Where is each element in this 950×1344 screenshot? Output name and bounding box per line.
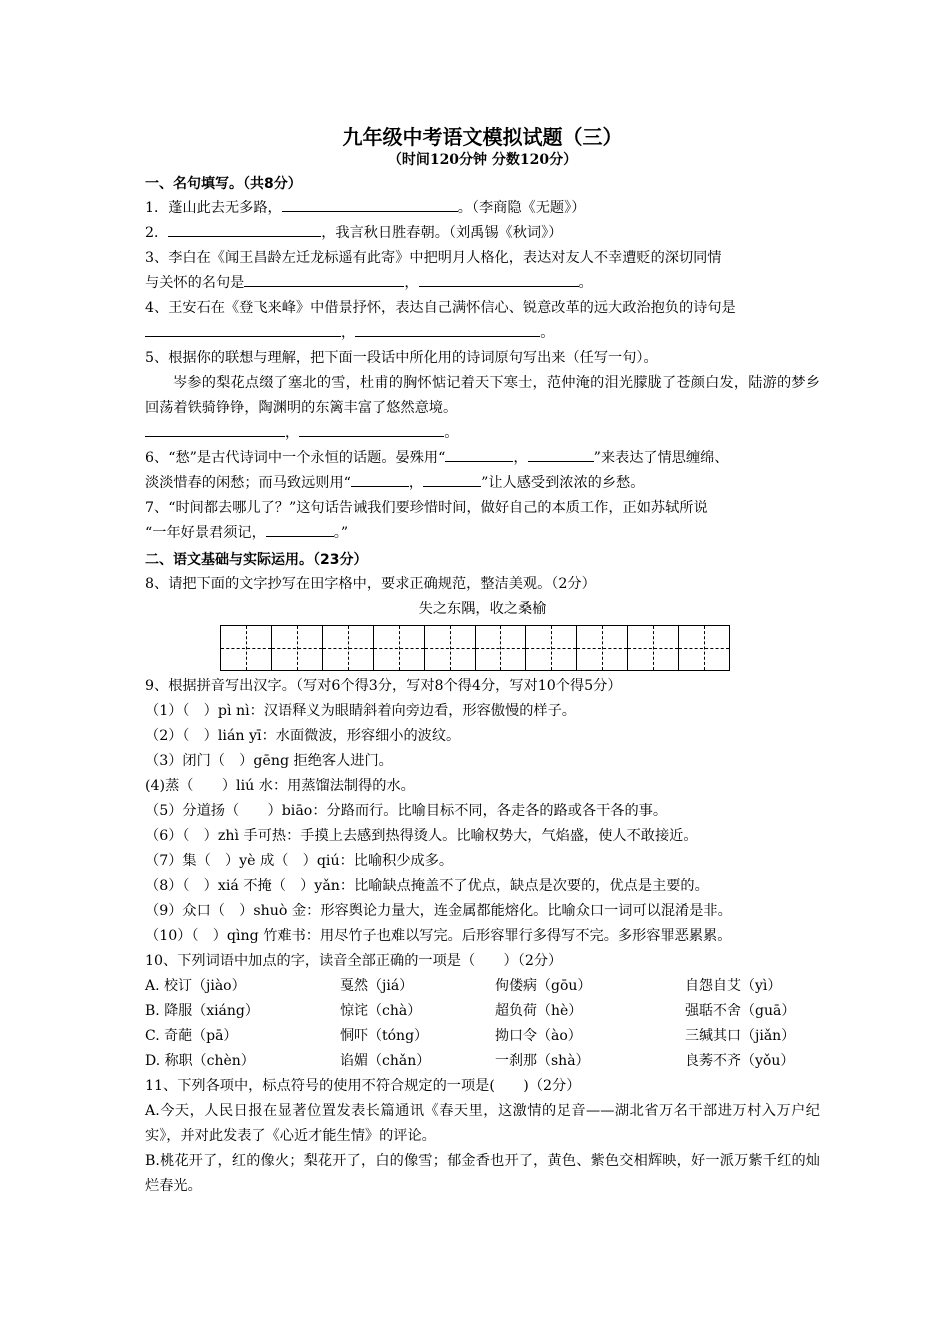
q9-item: （3）闭门（ ）gēng 拒绝客人进门。 (145, 753, 393, 769)
question-9: 9、根据拼音写出汉字。（写对6个得3分，写对8个得4分，写对10个得5分） (145, 678, 622, 694)
answer-blank[interactable] (266, 521, 334, 537)
question-5: 5、根据你的联想与理解，把下面一段话中所化用的诗词原句写出来（任写一句）。 (145, 350, 658, 366)
question-3-line-2: 与关怀的名句是 ， 。 (145, 271, 820, 296)
answer-blank[interactable] (299, 421, 444, 437)
answer-blank[interactable] (528, 446, 594, 462)
tianzige-grid[interactable] (220, 625, 730, 671)
answer-blank[interactable] (145, 421, 285, 437)
question-3: 3、李白在《闻王昌龄左迁龙标遥有此寄》中把明月人格化，表达对友人不幸遭贬的深切同情 (145, 250, 722, 266)
answer-blank[interactable] (445, 446, 513, 462)
copy-text: 失之东隅，收之桑榆 (418, 601, 547, 617)
q9-item: （9）众口（ ）shuò 金：形容舆论力量大，连金属都能熔化。比喻众口一词可以混淆是非。 (145, 903, 732, 919)
page-title: 九年级中考语文模拟试题（三） (342, 125, 623, 149)
grid-cell[interactable] (526, 626, 577, 670)
question-6-line-2: 淡淡惜春的闲愁；而马致远则用“ ， ”让人感受到浓浓的乡愁。 (145, 471, 820, 496)
q9-item: （8）（ ）xiá 不掩（ ）yǎn：比喻缺点掩盖不了优点，缺点是次要的，优点是主要的。 (145, 878, 709, 894)
question-7-line-2: “一年好景君须记， 。” (145, 521, 820, 546)
answer-blank[interactable] (168, 221, 321, 237)
section-2-heading: 二、语文基础与实际运用。（23分） (145, 552, 368, 568)
answer-blank[interactable] (282, 196, 458, 212)
question-10: 10、下列词语中加点的字，读音全部正确的一项是（ ）（2分） (145, 953, 563, 969)
page-subtitle: （时间120分钟 分数120分） (387, 152, 578, 168)
question-5-passage: 岑参的梨花点缀了塞北的雪，杜甫的胸怀惦记着天下寒士，范仲淹的泪光朦胧了苍颜白发，陆游的梦乡回荡着铁骑铮铮，陶渊明的东篱丰富了悠然意境。 (145, 375, 820, 416)
grid-cell[interactable] (628, 626, 679, 670)
section-1-heading: 一、名句填写。（共8分） (145, 176, 302, 192)
question-7: 7、“时间都去哪儿了？”这句话告诫我们要珍惜时间，做好自己的本质工作，正如苏轼所说 (145, 500, 708, 516)
question-1: 1．蓬山此去无多路， 。（李商隐《无题》） (145, 196, 820, 221)
grid-cell[interactable] (577, 626, 628, 670)
answer-blank[interactable] (355, 321, 540, 337)
q10-option-a[interactable]: A. 校订（jiào） 戛然（jiá） 佝偻病（gōu） 自怨自艾（yì） (145, 978, 782, 994)
q10-option-c[interactable]: C. 奇葩（pā） 恫吓（tóng） 拗口令（ào） 三缄其口（jiǎn） (145, 1028, 796, 1044)
answer-blank[interactable] (351, 471, 409, 487)
q10-option-b[interactable]: B. 降服（xiáng） 惊诧（chà） 超负荷（hè） 强聒不舍（guā） (145, 1003, 796, 1019)
q9-item: (4)蒸（ ）liú 水：用蒸馏法制得的水。 (145, 778, 415, 794)
q9-item: （10）（ ）qìng 竹难书：用尽竹子也难以写完。后形容罪行多得写不完。多形容罪恶累累。 (145, 928, 732, 944)
question-8: 8、请把下面的文字抄写在田字格中，要求正确规范，整洁美观。（2分） (145, 576, 596, 592)
question-4-line-2: ， 。 (145, 321, 820, 346)
answer-blank[interactable] (145, 321, 341, 337)
question-2: 2． ，我言秋日胜春朝。（刘禹锡《秋词》） (145, 221, 820, 246)
grid-cell[interactable] (476, 626, 527, 670)
question-4: 4、王安石在《登飞来峰》中借景抒怀，表达自己满怀信心、锐意改革的远大政治抱负的诗句是 (145, 300, 736, 316)
q11-option-b[interactable]: B.桃花开了，红的像火；梨花开了，白的像雪；郁金香也开了，黄色、紫色交相辉映，好一派万紫千红的灿烂春光。 (145, 1153, 820, 1194)
answer-blank[interactable] (423, 471, 481, 487)
grid-cell[interactable] (374, 626, 425, 670)
grid-cell[interactable] (323, 626, 374, 670)
q9-item: （7）集（ ）yè 成（ ）qiú：比喻积少成多。 (145, 853, 454, 869)
grid-cell[interactable] (272, 626, 323, 670)
q10-option-d[interactable]: D. 称职（chèn） 谄媚（chǎn） 一刹那（shà） 良莠不齐（yǒu） (145, 1053, 795, 1069)
answer-blank[interactable] (419, 271, 579, 287)
answer-blank[interactable] (244, 271, 404, 287)
question-5-answer: ， 。 (145, 421, 820, 446)
q9-item: （2）（ ）lián yī：水面微波，形容细小的波纹。 (145, 728, 461, 744)
grid-cell[interactable] (425, 626, 476, 670)
q11-option-a[interactable]: A.今天，人民日报在显著位置发表长篇通讯《春天里，这激情的足音——湖北省万名干部进万村入万户纪实》，并对此发表了《心近才能生情》的评论。 (145, 1103, 820, 1144)
exam-page (145, 118, 820, 1199)
question-11: 11、下列各项中，标点符号的使用不符合规定的一项是( )（2分） (145, 1078, 581, 1094)
grid-cell[interactable] (221, 626, 272, 670)
q9-item: （1）（ ）pì nì：汉语释义为眼睛斜着向旁边看，形容傲慢的样子。 (145, 703, 576, 719)
question-6: 6、“愁”是古代诗词中一个永恒的话题。晏殊用“ ， ”来表达了情思缠绵、 (145, 446, 820, 471)
q9-item: （6）（ ）zhì 手可热：手摸上去感到热得烫人。比喻权势大，气焰盛，使人不敢接近。 (145, 828, 698, 844)
grid-cell[interactable] (679, 626, 729, 670)
q9-item: （5）分道扬（ ）biāo：分路而行。比喻目标不同，各走各的路或各干各的事。 (145, 803, 668, 819)
